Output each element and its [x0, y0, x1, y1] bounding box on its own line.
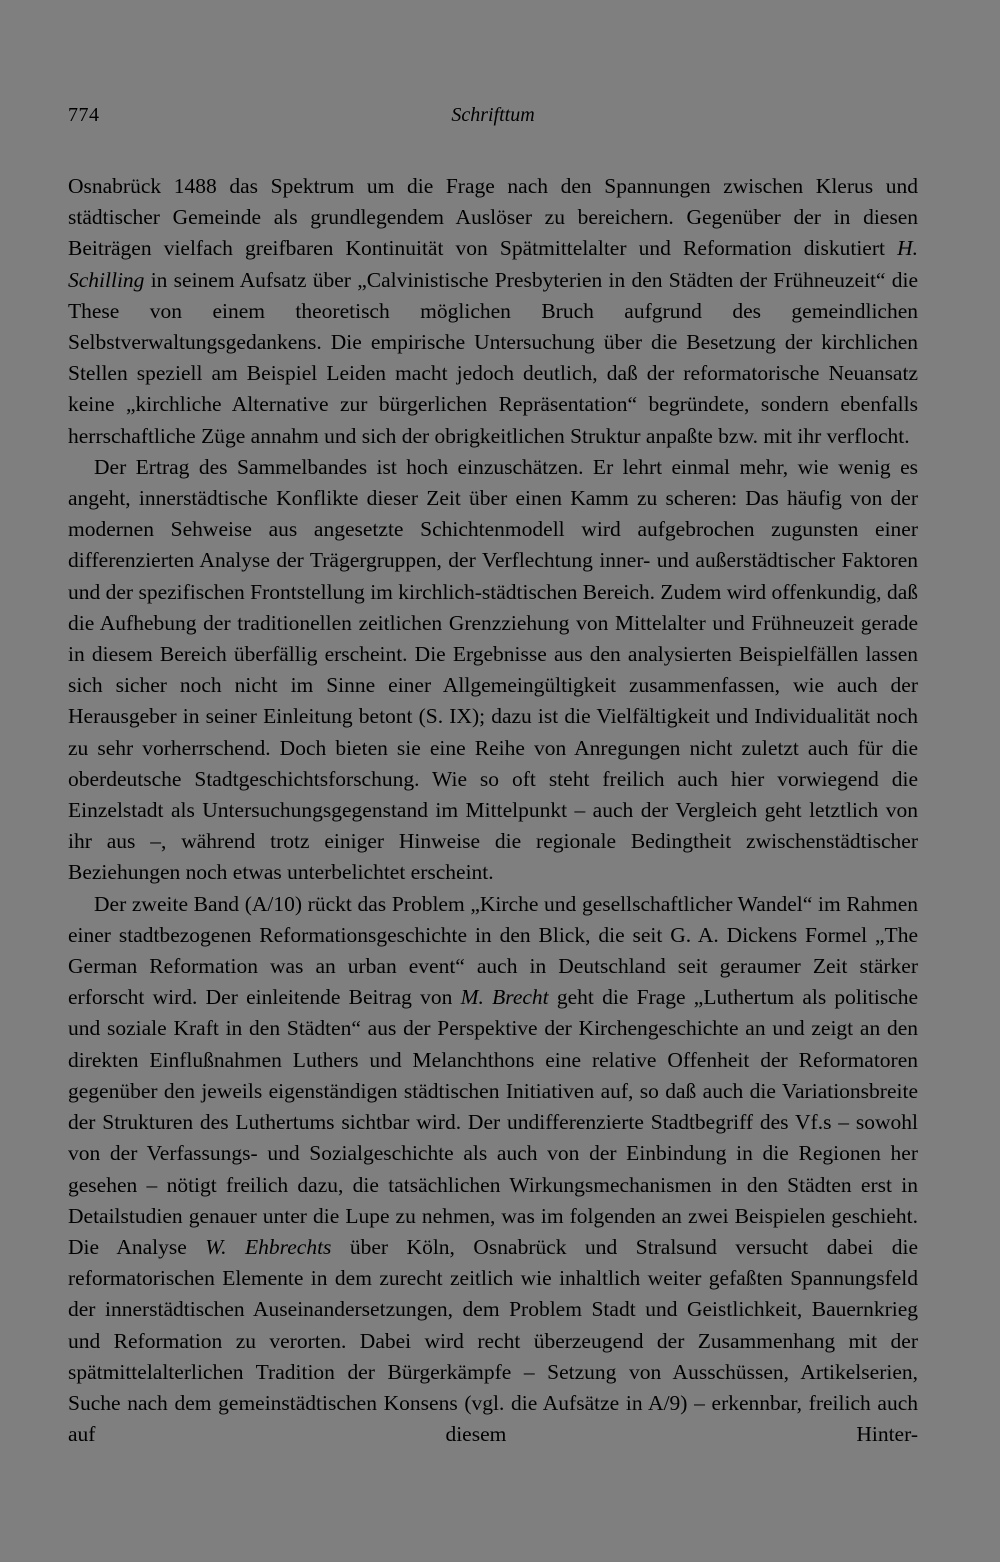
paragraph [68, 889, 918, 1451]
text-run: geht die Frage „Luthertum als politische und soziale Kraft in den Städten“ aus der Perspektive der Kirchengeschichte an und zeigt an den direkten Einflußnahmen Luthers und Melanchthons eine relative Offenheit der Reformatoren gegenüber den jeweils eigenständigen städtischen Initiativen auf, so daß auch die Variationsbreite der Strukturen des Luthertums sichtbar wird. Der undifferenzierte Stadtbegriff des Vf.s – sowohl von der Verfassungs- und Sozialgeschichte als auch von der Einbindung in die Regionen her gesehen – nötigt freilich dazu, die tatsächlichen Wirkungsmechanismen in den Städten erst in Detailstudien genauer unter die Lupe zu nehmen, was im folgenden an zwei Beispielen geschieht. Die Analyse [68, 985, 919, 1259]
author-name: W. Ehbrechts [205, 1234, 332, 1259]
body-text [68, 171, 918, 1450]
paragraph [68, 171, 918, 452]
author-name: M. Brecht [460, 985, 549, 1010]
paragraph [68, 452, 918, 889]
text-run: in seinem Aufsatz über „Calvinistische Presbyterien in den Städten der Frühneuzeit“ die These von einem theoretisch möglichen Bruch aufgrund des gemeindlichen Selbstverwaltungsgedankens. Die empirische Untersuchung über die Besetzung der kirchlichen Stellen speziell am Beispiel Leiden macht jedoch deutlich, daß der reformatorische Neuansatz keine „kirchliche Alternative zur bürgerlichen Repräsentation“ begründete, sondern ebenfalls herrschaftliche Züge annahm und sich der obrigkeitlichen Struktur anpaßte bzw. mit ihr verflocht. [68, 267, 918, 448]
text-run: über Köln, Osnabrück und Stralsund versucht dabei die reformatorischen Elemente in dem zurecht zeitlich wie inhaltlich weiter gefaßten Spannungsfeld der innerstädtischen Auseinandersetzungen, dem Problem Stadt und Geistlichkeit, Bauernkrieg und Reformation zu verorten. Dabei wird recht überzeugend der Zusammenhang mit der spätmittelalterlichen Tradition der Bürgerkämpfe – Setzung von Ausschüssen, Artikelserien, Suche nach dem gemeinstädtischen Konsens (vgl. die Aufsätze in A/9) – erkennbar, freilich auch auf diesem Hinter- [68, 1234, 918, 1447]
page-number: 774 [68, 104, 100, 126]
running-head: Schrifttum [451, 104, 535, 126]
text-run: Osnabrück 1488 das Spektrum um die Frage nach den Spannungen zwischen Klerus und städtischer Gemeinde als grundlegendem Auslöser zu bereichern. Gegenüber der in diesen Beiträgen vielfach greifbaren Kontinuität von Spätmittelalter und Reformation diskutiert [68, 174, 918, 261]
page-header [68, 104, 918, 134]
text-run: Der Ertrag des Sammelbandes ist hoch einzuschätzen. Er lehrt einmal mehr, wie wenig es angeht, innerstädtische Konflikte dieser Zeit über einen Kamm zu scheren: Das häufig von der modernen Sehweise aus angesetzte Schichtenmodell wird aufgebrochen zugunsten einer differenzierten Analyse der Trägergruppen, der Verflechtung inner- und außerstädtischer Faktoren und der spezifischen Frontstellung im kirchlich-städtischen Bereich. Zudem wird offenkundig, daß die Aufhebung der traditionellen zeitlichen Grenzziehung von Mittelalter und Frühneuzeit gerade in diesem Bereich überfällig erscheint. Die Ergebnisse aus den analysierten Beispielfällen lassen sich sicher noch nicht im Sinne einer Allgemeingültigkeit zusammenfassen, wie auch der Herausgeber in seiner Einleitung betont (S. IX); dazu ist die Vielfältigkeit und Individualität noch zu sehr vorherrschend. Doch bieten sie eine Reihe von Anregungen nicht zuletzt auch für die oberdeutsche Stadtgeschichtsforschung. Wie so oft steht freilich auch hier vorwiegend die Einzelstadt als Untersuchungsgegenstand im Mittelpunkt – auch der Vergleich geht letztlich von ihr aus –, während trotz einiger Hinweise die regionale Bedingtheit zwischenstädtischer Beziehungen noch etwas unterbelichtet erscheint. [68, 454, 918, 885]
text-run: Der zweite Band (A/10) rückt das Problem „Kirche und gesellschaftlicher Wandel“ im Rahmen einer stadtbezogenen Reformationsgeschichte in den Blick, die seit G. A. Dickens Formel „The German Reformation was an urban event“ auch in Deutschland seit geraumer Zeit stärker erforscht wird. Der einleitende Beitrag von [68, 891, 918, 1010]
author-name: H. Schilling [68, 236, 918, 292]
